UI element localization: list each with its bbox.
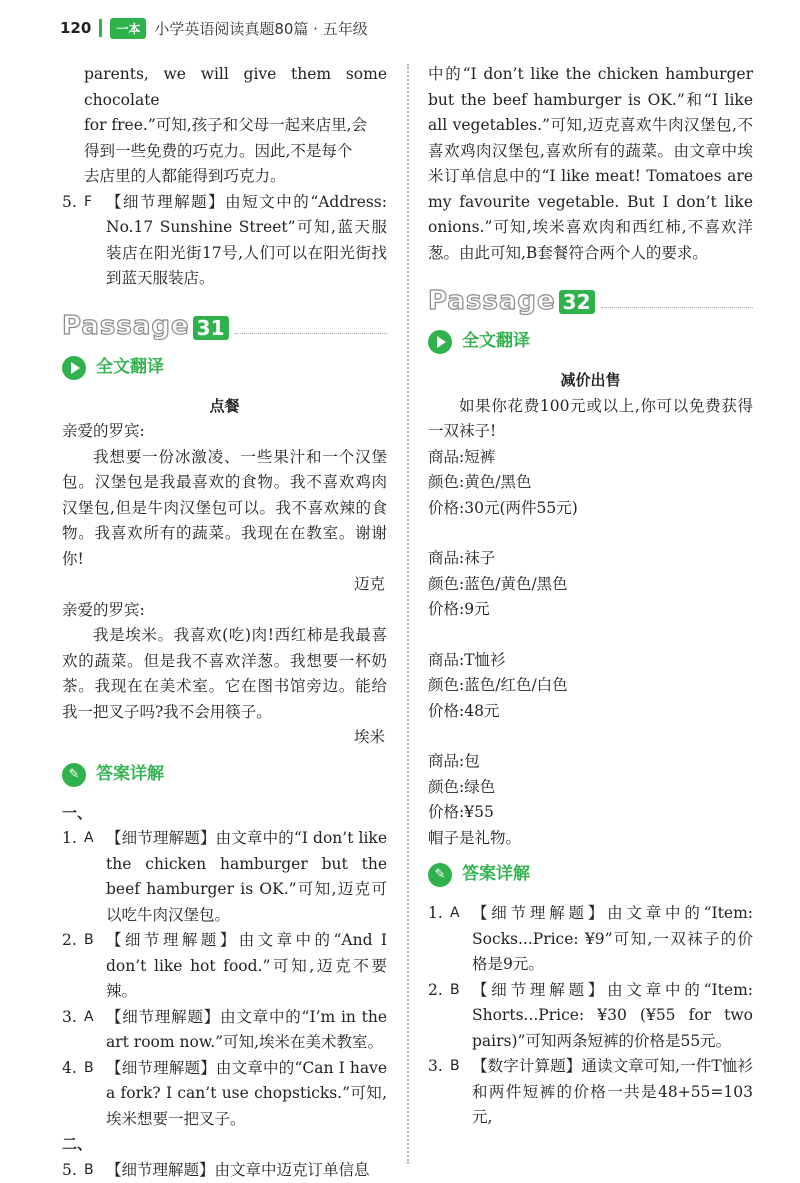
item-text: 【细节理解题】由文章中的“I don’t like the chicken hamburger but the beef hamburger is OK.”可知,迈克可以吃牛肉汉堡包。	[106, 826, 387, 928]
item-number: 1.	[62, 826, 84, 928]
item-number: 5.	[62, 190, 84, 292]
text-line: parents, we will give them some chocolate	[84, 62, 387, 113]
translation-section-header	[428, 324, 753, 360]
letter-signature: 埃米	[62, 725, 387, 751]
passage-heading	[428, 272, 753, 314]
item-number: 3.	[428, 1054, 450, 1131]
column-divider	[407, 64, 409, 1164]
item-number: 5.	[62, 1158, 84, 1183]
heading-rule	[601, 307, 754, 308]
translation-section-header	[62, 350, 387, 386]
play-circle-icon	[62, 356, 86, 380]
page-number: 120	[60, 19, 91, 37]
item-number: 2.	[428, 978, 450, 1055]
answer-item	[428, 901, 753, 978]
letter-body: 我是埃米。我喜欢(吃)肉!西红柿是我最喜欢的蔬菜。但是我不喜欢洋葱。我想要一杯奶茶。我现在在美术室。它在图书馆旁边。能给我一把叉子吗?我不会用筷子。	[62, 623, 387, 725]
item-text: 【数字计算题】通读文章可知,一件T恤衫和两件短裤的价格一共是48+55=103元,	[472, 1054, 753, 1131]
translation-title: 减价出售	[428, 368, 753, 394]
text-line: 去店里的人都能得到巧克力。	[84, 164, 387, 190]
product-color: 颜色:蓝色/红色/白色	[428, 673, 753, 699]
answer-item	[62, 1005, 387, 1056]
header-bar	[99, 19, 102, 37]
item-answer: B	[84, 928, 106, 1005]
text-line: for free.”可知,孩子和父母一起来店里,会	[84, 113, 387, 139]
item-answer: B	[84, 1158, 106, 1183]
answer-item	[428, 978, 753, 1055]
answer-item	[62, 1056, 387, 1133]
product-price: 价格:30元(两件55元)	[428, 496, 753, 522]
part-label: 一、	[62, 801, 387, 827]
passage-number: 31	[193, 316, 229, 340]
section-title: 答案详解	[462, 862, 530, 888]
item-answer: F	[84, 190, 106, 292]
page-header	[60, 14, 368, 42]
letter-greeting: 亲爱的罗宾:	[62, 598, 387, 624]
product-price: 价格:48元	[428, 699, 753, 725]
letter-signature: 迈克	[62, 572, 387, 598]
product-name: 商品:袜子	[428, 546, 753, 572]
item-answer: A	[84, 1005, 106, 1056]
item-answer: B	[450, 1054, 472, 1131]
item-text: 【细节理解题】由文章中的“Can I have a fork? I can’t use chopsticks.”可知,埃米想要一把叉子。	[106, 1056, 387, 1133]
section-title: 全文翻译	[96, 355, 164, 381]
item-text: 【细节理解题】由文章中的“Item: Shorts...Price: ¥30 (¥55 for two pairs)”可知两条短裤的价格是55元。	[472, 978, 753, 1055]
product-price: 价格:9元	[428, 597, 753, 623]
sale-intro: 如果你花费100元或以上,你可以免费获得一双袜子!	[428, 394, 753, 445]
answers-section-header	[62, 757, 387, 793]
product-name: 商品:短裤	[428, 445, 753, 471]
text-line: 得到一些免费的巧克力。因此,不是每个	[84, 139, 387, 165]
item-answer: B	[450, 978, 472, 1055]
letter-body: 我想要一份冰激凌、一些果汁和一个汉堡包。汉堡包是我最喜欢的食物。我不喜欢鸡肉汉堡包,但是牛肉汉堡包可以。我不喜欢辣的食物。我喜欢所有的蔬菜。我现在在教室。谢谢你!	[62, 445, 387, 573]
item-text: 【细节理解题】由文章中迈克订单信息	[106, 1158, 387, 1183]
section-title: 全文翻译	[462, 329, 530, 355]
passage-heading	[62, 298, 387, 340]
part-label: 二、	[62, 1132, 387, 1158]
answer-item	[62, 928, 387, 1005]
left-column	[62, 62, 387, 1183]
product-name: 商品:T恤衫	[428, 648, 753, 674]
item-number: 1.	[428, 901, 450, 978]
item-number: 3.	[62, 1005, 84, 1056]
book-title: 小学英语阅读真题80篇 · 五年级	[154, 18, 367, 39]
item-answer: B	[84, 1056, 106, 1133]
continued-text	[62, 62, 387, 190]
passage-number: 32	[559, 290, 595, 314]
item-answer: A	[84, 826, 106, 928]
series-logo: 一本	[110, 18, 146, 39]
play-circle-icon	[428, 330, 452, 354]
translation-title: 点餐	[62, 394, 387, 420]
answer-item	[62, 1158, 387, 1183]
product-price: 价格:¥55	[428, 800, 753, 826]
passage-word: Passage	[428, 289, 556, 315]
letter-greeting: 亲爱的罗宾:	[62, 419, 387, 445]
heading-rule	[235, 333, 388, 334]
continued-text: 中的“I don’t like the chicken hamburger but the beef hamburger is OK.”和“I like all vegetables.”可知,迈克喜欢牛肉汉堡包,不喜欢鸡肉汉堡包,喜欢所有的蔬菜。由文章中埃米订单信息中的“I like meat! Tomatoes are my favourite vegetable. But I don’t like onions.”可知,埃米喜欢肉和西红柿,不喜欢洋葱。由此可知,B套餐符合两个人的要求。	[428, 62, 753, 266]
item-text: 【细节理解题】由文章中的“And I don’t like hot food.”可知,迈克不要辣。	[106, 928, 387, 1005]
item-number: 4.	[62, 1056, 84, 1133]
product-color: 颜色:黄色/黑色	[428, 470, 753, 496]
passage-word: Passage	[62, 314, 190, 340]
product-note: 帽子是礼物。	[428, 826, 753, 852]
item-number: 2.	[62, 928, 84, 1005]
answer-item	[62, 190, 387, 292]
item-answer: A	[450, 901, 472, 978]
answer-item	[428, 1054, 753, 1131]
section-title: 答案详解	[96, 762, 164, 788]
product-color: 颜色:绿色	[428, 775, 753, 801]
pen-circle-icon: ✎	[62, 763, 86, 787]
answers-section-header	[428, 857, 753, 893]
pen-circle-icon: ✎	[428, 863, 452, 887]
answer-item	[62, 826, 387, 928]
item-text: 【细节理解题】由文章中的“Item: Socks...Price: ¥9”可知,一双袜子的价格是9元。	[472, 901, 753, 978]
right-column	[428, 62, 753, 1131]
product-name: 商品:包	[428, 749, 753, 775]
product-color: 颜色:蓝色/黄色/黑色	[428, 572, 753, 598]
item-text: 【细节理解题】由文章中的“I’m in the art room now.”可知,埃米在美术教室。	[106, 1005, 387, 1056]
item-text: 【细节理解题】由短文中的“Address: No.17 Sunshine Street”可知,蓝天服装店在阳光街17号,人们可以在阳光街找到蓝天服装店。	[106, 190, 387, 292]
